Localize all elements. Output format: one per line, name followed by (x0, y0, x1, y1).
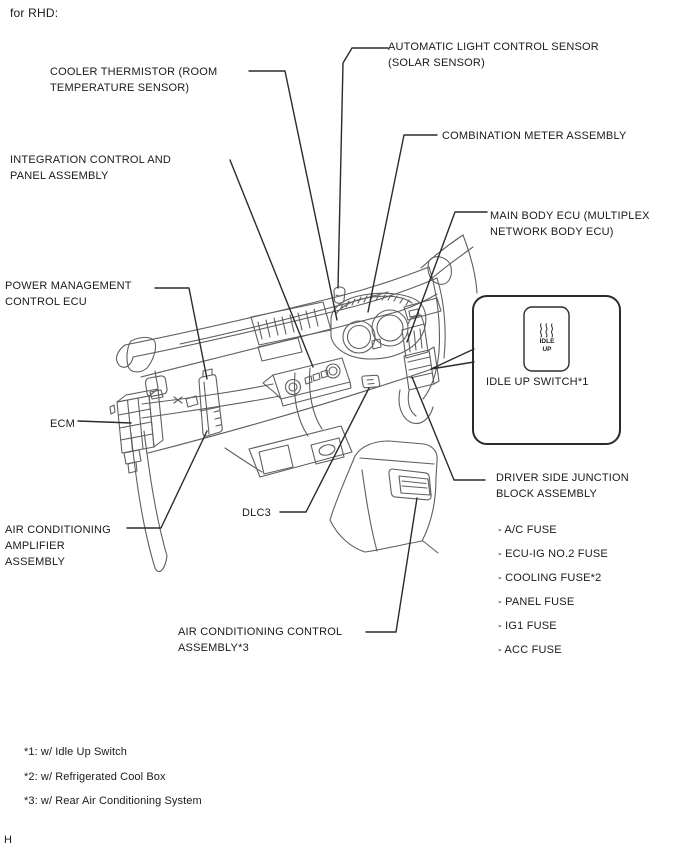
label-cooler-thermistor-1: COOLER THERMISTOR (ROOM (50, 66, 218, 78)
solar-sensor-drawing (334, 287, 345, 303)
label-auto-light-sensor-2: (SOLAR SENSOR) (388, 57, 485, 69)
variant-header: for RHD: (10, 6, 59, 20)
idle-up-callout (473, 296, 620, 444)
rear-ac-control-drawing (389, 469, 431, 500)
footnote: *1: w/ Idle Up Switch (24, 746, 127, 758)
ecu-stack-drawing (199, 369, 222, 436)
label-ac-amplifier-2: AMPLIFIER (5, 540, 65, 552)
integration-panel-drawing (263, 358, 351, 406)
label-ac-amplifier-1: AIR CONDITIONING (5, 524, 111, 536)
leader-ac-amplifier (127, 431, 207, 528)
label-power-management-1: POWER MANAGEMENT (5, 280, 132, 292)
fuse-item: - ECU-IG NO.2 FUSE (498, 548, 608, 560)
label-combination-meter: COMBINATION METER ASSEMBLY (442, 130, 627, 142)
label-junction-block-2: BLOCK ASSEMBLY (496, 488, 598, 500)
idle-up-button-label-1: IDLE (539, 338, 555, 345)
floor-console-drawing (249, 426, 438, 553)
combination-meter-drawing (331, 293, 426, 359)
leader-ecm (78, 421, 131, 423)
fuse-item: - COOLING FUSE*2 (498, 572, 602, 584)
fuse-item: - A/C FUSE (498, 524, 557, 536)
callout-box (473, 296, 620, 444)
ecm-drawing (110, 389, 163, 473)
dashboard-line-art (110, 235, 477, 572)
idle-up-button-label (524, 338, 570, 353)
leader-junction-block (412, 377, 485, 480)
fuse-item: - IG1 FUSE (498, 620, 557, 632)
label-integration-control-2: PANEL ASSEMBLY (10, 170, 109, 182)
label-main-body-ecu-2: NETWORK BODY ECU) (490, 226, 614, 238)
label-integration-control-1: INTEGRATION CONTROL AND (10, 154, 172, 166)
mount-clip-drawing (174, 396, 198, 407)
footnote: *2: w/ Refrigerated Cool Box (24, 771, 166, 783)
leader-cooler-thermistor (249, 71, 337, 320)
label-power-management-2: CONTROL ECU (5, 296, 87, 308)
page-marker: H (4, 834, 12, 846)
fuse-list (498, 524, 608, 668)
fuse-item: - PANEL FUSE (498, 596, 575, 608)
label-ac-amplifier-3: ASSEMBLY (5, 556, 66, 568)
label-cooler-thermistor-2: TEMPERATURE SENSOR) (50, 82, 190, 94)
label-main-body-ecu-1: MAIN BODY ECU (MULTIPLEX (490, 210, 650, 222)
label-junction-block-1: DRIVER SIDE JUNCTION (496, 472, 629, 484)
label-dlc3: DLC3 (242, 507, 271, 519)
leader-dlc3 (280, 388, 369, 512)
heat-waves-icon (540, 324, 552, 337)
leader-ac-control (366, 498, 417, 632)
fuse-item: - ACC FUSE (498, 644, 562, 656)
leader-idle-up-pointer (431, 349, 474, 369)
label-ecm: ECM (50, 418, 76, 430)
dlc3-drawing (362, 375, 380, 387)
label-ac-control-2: ASSEMBLY*3 (178, 642, 249, 654)
label-auto-light-sensor-1: AUTOMATIC LIGHT CONTROL SENSOR (388, 41, 599, 53)
dash-body-drawing (117, 267, 438, 572)
idle-up-button-label-2: UP (542, 345, 552, 353)
footnote: *3: w/ Rear Air Conditioning System (24, 795, 202, 807)
label-idle-up-switch: IDLE UP SWITCH*1 (486, 376, 589, 388)
label-ac-control-1: AIR CONDITIONING CONTROL (178, 626, 343, 638)
leader-integration-control (230, 160, 313, 367)
